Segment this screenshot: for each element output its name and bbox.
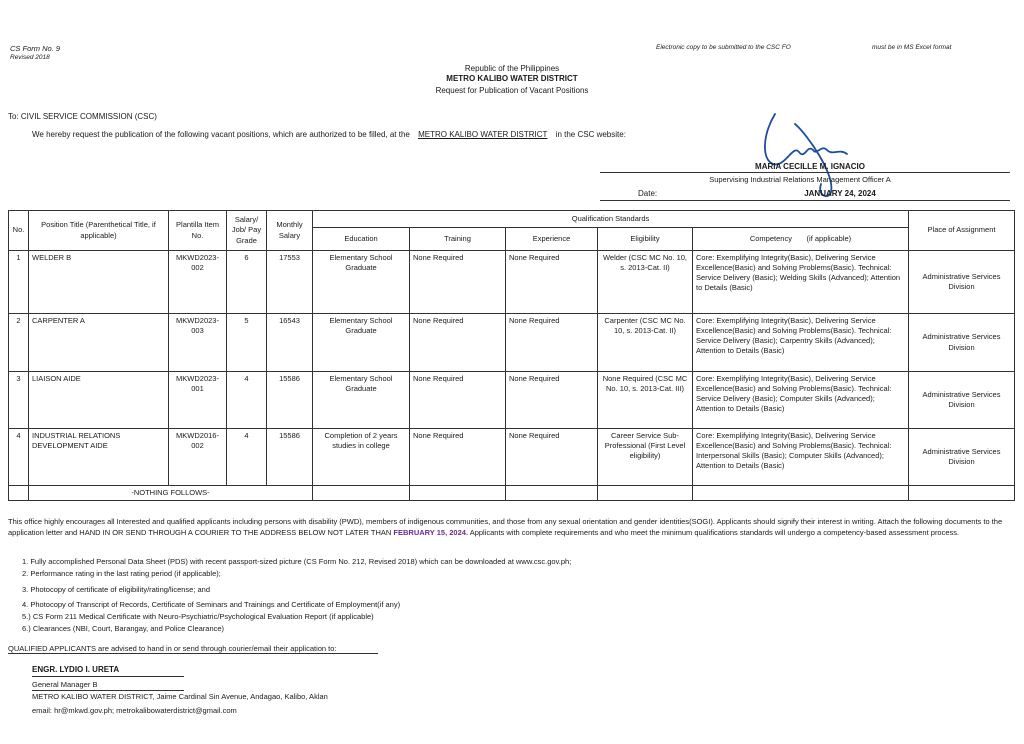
row-item: MKWD2016-002: [169, 429, 227, 486]
row-eligibility: None Required (CSC MC No. 10, s. 2013-Cat. III): [598, 372, 693, 429]
header-experience: Experience: [506, 228, 598, 251]
table-row: [9, 429, 1015, 486]
recipient-name: ENGR. LYDIO I. URETA: [32, 665, 120, 674]
table-row: [9, 372, 1015, 429]
header-training: Training: [410, 228, 506, 251]
header-competency-label: Competency: [749, 233, 792, 243]
addressee: To: CIVIL SERVICE COMMISSION (CSC): [8, 112, 157, 121]
row-position: INDUSTRIAL RELATIONS DEVELOPMENT AIDE: [29, 429, 169, 486]
row-training: None Required: [410, 372, 506, 429]
row-education: Elementary School Graduate: [313, 314, 410, 372]
submission-lead: QUALIFIED APPLICANTS are advised to hand in or send through courier/email their application to:: [8, 644, 337, 653]
header-education: Education: [313, 228, 410, 251]
requirement-item: 5.) CS Form 211 Medical Certificate with Neuro-Psychiatric/Psychological Evaluation Report (if applicable): [22, 612, 374, 621]
header-qualification: Qualification Standards: [313, 211, 909, 228]
date-label: Date:: [638, 189, 658, 198]
row-competency: Core: Exemplifying Integrity(Basic), Delivering Service Excellence(Basic) and Solving Problems(Basic). Technical: Service Delivery (Basic); Computer Skills (Advanced); Attention to Details (Basic): [693, 372, 909, 429]
row-position: LIAISON AIDE: [29, 372, 169, 429]
row-salary: 15586: [267, 372, 313, 429]
recipient-email: email: hr@mkwd.gov.ph; metrokalibowaterdistrict@gmail.com: [32, 706, 237, 715]
header-competency-note: (if applicable): [806, 233, 852, 243]
row-grade: 4: [227, 372, 267, 429]
nothing-follows-row: [9, 486, 1015, 501]
row-education: Completion of 2 years studies in college: [313, 429, 410, 486]
requirement-item: 1. Fully accomplished Personal Data Sheet (PDS) with recent passport-sized picture (CS Form No. 212, Revised 2018) which can be downloaded at www.csc.gov.ph;: [22, 557, 572, 566]
row-grade: 4: [227, 429, 267, 486]
row-grade: 6: [227, 251, 267, 314]
row-place: Administrative Services Division: [909, 372, 1015, 429]
signatory-name: MARIA CECILLE M. IGNACIO: [755, 162, 865, 171]
row-grade: 5: [227, 314, 267, 372]
document-subtitle: Request for Publication of Vacant Positions: [435, 86, 589, 95]
header-place: Place of Assignment: [909, 211, 1015, 251]
header-grade: Salary/ Job/ Pay Grade: [227, 211, 267, 251]
request-suffix: in the CSC website:: [555, 130, 626, 139]
row-salary: 16543: [267, 314, 313, 372]
row-position: CARPENTER A: [29, 314, 169, 372]
request-statement: [32, 130, 626, 139]
agency-heading: METRO KALIBO WATER DISTRICT: [446, 74, 578, 83]
vacant-positions-table: [8, 210, 1015, 501]
row-eligibility: Carpenter (CSC MC No. 10, s. 2013-Cat. II): [598, 314, 693, 372]
republic-heading: Republic of the Philippines: [464, 64, 560, 73]
header-item: Plantilla Item No.: [169, 211, 227, 251]
notice-text: This office highly encourages all Interested and qualified applicants including persons with disability (PWD), members of indigenous communities, and those from any sexual orientation and gender identities(SOGI). Applicants should signify their interest in writing. Attach the following documents to the application letter and HAND IN OR SEND THROUGH A COURIER TO THE ADDRESS BELOW NOT LATER THAN: [8, 517, 1003, 537]
row-place: Administrative Services Division: [909, 251, 1015, 314]
requirement-item: 6.) Clearances (NBI, Court, Barangay, and Police Clearance): [22, 624, 225, 633]
request-date: JANUARY 24, 2024: [804, 189, 876, 198]
form-revision: Revised 2018: [10, 54, 50, 61]
row-position: WELDER B: [29, 251, 169, 314]
electronic-copy-note: Electronic copy to be submitted to the CSC FO: [656, 44, 791, 51]
request-agency: METRO KALIBO WATER DISTRICT: [418, 130, 548, 139]
row-eligibility: Career Service Sub-Professional (First Level eligibility): [598, 429, 693, 486]
row-item: MKWD2023-001: [169, 372, 227, 429]
requirement-item: 4. Photocopy of Transcript of Records, Certificate of Seminars and Trainings and Certificate of Employment(if any): [22, 600, 401, 609]
row-eligibility: Welder (CSC MC No. 10, s. 2013-Cat. II): [598, 251, 693, 314]
excel-format-note: must be in MS Excel format: [872, 44, 952, 51]
table-row: [9, 251, 1015, 314]
request-prefix: We hereby request the publication of the following vacant positions, which are authorized to be filled, at the: [32, 130, 410, 139]
nothing-follows: -NOTHING FOLLOWS-: [29, 486, 313, 501]
row-item: MKWD2023-002: [169, 251, 227, 314]
row-education: Elementary School Graduate: [313, 372, 410, 429]
row-no: 2: [9, 314, 29, 372]
header-position: Position Title (Parenthetical Title, if applicable): [29, 211, 169, 251]
row-no: 1: [9, 251, 29, 314]
header-competency: [693, 228, 909, 251]
form-number: CS Form No. 9: [10, 44, 61, 53]
row-education: Elementary School Graduate: [313, 251, 410, 314]
requirement-item: 2. Performance rating in the last rating period (if applicable);: [22, 569, 221, 578]
row-item: MKWD2023-003: [169, 314, 227, 372]
row-competency: Core: Exemplifying Integrity(Basic), Delivering Service Excellence(Basic) and Solving Problems(Basic). Technical: Interpersonal Skills (Basic); Computer Skills (Advanced); Attention to Details (Basic): [693, 429, 909, 486]
row-training: None Required: [410, 251, 506, 314]
header-no: No.: [9, 211, 29, 251]
row-no: 4: [9, 429, 29, 486]
row-no: 3: [9, 372, 29, 429]
recipient-address: METRO KALIBO WATER DISTRICT, Jaime Cardinal Sin Avenue, Andagao, Kalibo, Aklan: [32, 692, 328, 701]
row-experience: None Required: [506, 251, 598, 314]
row-training: None Required: [410, 314, 506, 372]
notice-tail: Applicants with complete requirements and who meet the minimum qualifications standards will undergo a competency-based assessment process.: [469, 527, 960, 537]
row-competency: Core: Exemplifying Integrity(Basic), Delivering Service Excellence(Basic) and Solving Problems(Basic). Technical: Service Delivery (Basic); Carpentry Skills (Advanced); Attention to Details (Basic): [693, 314, 909, 372]
row-place: Administrative Services Division: [909, 314, 1015, 372]
row-training: None Required: [410, 429, 506, 486]
recipient-title: General Manager B: [32, 680, 98, 689]
requirement-item: 3. Photocopy of certificate of eligibility/rating/license; and: [22, 585, 211, 594]
header-salary: Monthly Salary: [267, 211, 313, 251]
row-experience: None Required: [506, 314, 598, 372]
application-deadline: FEBRUARY 15, 2024.: [393, 527, 469, 537]
notice-paragraph: [8, 517, 1016, 538]
row-experience: None Required: [506, 429, 598, 486]
header-eligibility: Eligibility: [598, 228, 693, 251]
row-salary: 17553: [267, 251, 313, 314]
signatory-title: Supervising Industrial Relations Management Officer A: [709, 175, 891, 184]
row-place: Administrative Services Division: [909, 429, 1015, 486]
table-row: [9, 314, 1015, 372]
row-salary: 15586: [267, 429, 313, 486]
row-competency: Core: Exemplifying Integrity(Basic), Delivering Service Excellence(Basic) and Solving Problems(Basic). Technical: Service Delivery (Basic); Welding Skills (Advanced); Attention to Details (Basic): [693, 251, 909, 314]
row-experience: None Required: [506, 372, 598, 429]
